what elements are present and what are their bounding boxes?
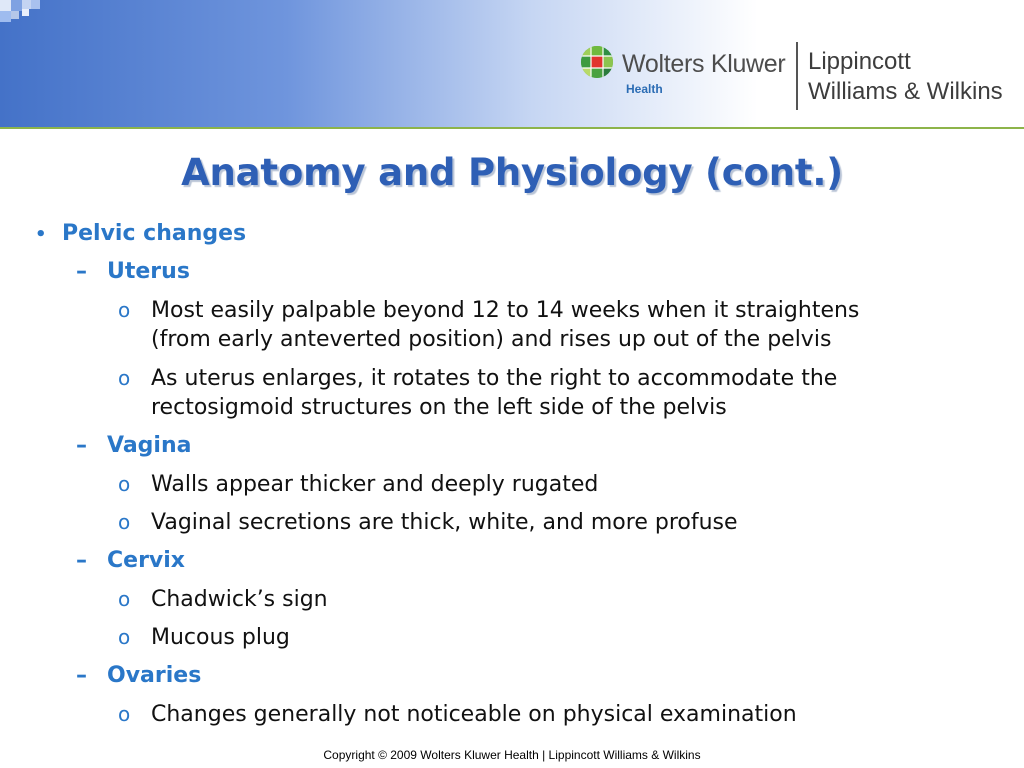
circle-bullet-icon: o xyxy=(118,366,131,390)
copyright-footer: Copyright © 2009 Wolters Kluwer Health | Lippincott Williams & Wilkins xyxy=(323,748,701,762)
list-item-text: Changes generally not noticeable on physical examination xyxy=(151,702,797,727)
circle-bullet-icon: o xyxy=(118,587,131,611)
logo-divider xyxy=(796,42,798,110)
dash-bullet-icon: – xyxy=(76,433,87,458)
list-item-label: Ovaries xyxy=(107,663,202,688)
list-item-label: Uterus xyxy=(107,259,190,284)
list-item-text: Most easily palpable beyond 12 to 14 weeks when it straightens xyxy=(151,298,860,323)
publisher-name-line1: Lippincott xyxy=(808,48,911,75)
brand-subtitle: Health xyxy=(626,82,663,96)
globe-logo-icon xyxy=(580,45,614,79)
slide-title: Anatomy and Physiology (cont.) xyxy=(181,151,843,194)
dash-bullet-icon: – xyxy=(76,259,87,284)
publisher-logo xyxy=(580,42,1020,114)
list-item-text: Mucous plug xyxy=(151,625,290,650)
list-item-text: rectosigmoid structures on the left side of the pelvis xyxy=(151,395,727,420)
dash-bullet-icon: – xyxy=(76,663,87,688)
list-item-label: Pelvic changes xyxy=(62,221,247,246)
list-item-text: Chadwick’s sign xyxy=(151,587,328,612)
header-divider xyxy=(0,127,1024,129)
list-item-label: Vagina xyxy=(107,433,192,458)
dash-bullet-icon: – xyxy=(76,548,87,573)
list-item-text: (from early anteverted position) and rises up out of the pelvis xyxy=(151,327,832,352)
publisher-name-line2: Williams & Wilkins xyxy=(808,78,1003,105)
circle-bullet-icon: o xyxy=(118,510,131,534)
circle-bullet-icon: o xyxy=(118,298,131,322)
list-item-text: As uterus enlarges, it rotates to the right to accommodate the xyxy=(151,366,838,391)
circle-bullet-icon: o xyxy=(118,625,131,649)
brand-name: Wolters Kluwer xyxy=(622,50,786,78)
bullet-icon: • xyxy=(35,224,47,245)
circle-bullet-icon: o xyxy=(118,702,131,726)
list-item-text: Walls appear thicker and deeply rugated xyxy=(151,472,599,497)
circle-bullet-icon: o xyxy=(118,472,131,496)
list-item-label: Cervix xyxy=(107,548,185,573)
list-item-text: Vaginal secretions are thick, white, and more profuse xyxy=(151,510,738,535)
